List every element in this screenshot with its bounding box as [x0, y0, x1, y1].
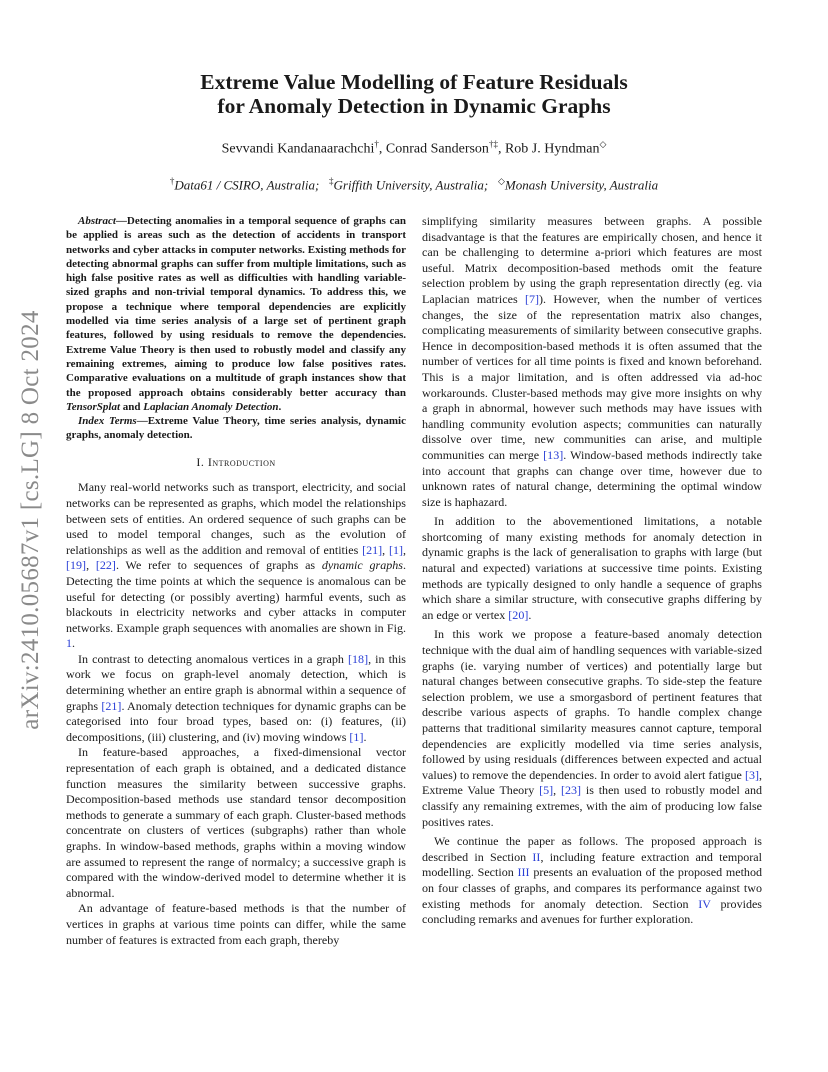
paper-title	[80, 70, 748, 118]
section-heading-introduction: I. Introduction	[196, 454, 276, 469]
method-name: Laplacian Anomaly Detection	[143, 400, 279, 413]
affiliation-mark: ◇	[497, 176, 505, 186]
citation-link[interactable]: [7]	[525, 291, 540, 306]
author-mark: †	[374, 139, 379, 149]
paragraph: In addition to the abovementioned limitations, a notable shortcoming of many existing methods for anomaly detection in dynamic graphs is the lack of generalisation to graphs with large (but natural and expected) variations at successive time points. Existing methods are typically designed to only handle a sequence of graphs which share a similar structure, with consecutive graphs differing by an edge or vertex [20].	[422, 514, 762, 622]
citation-link[interactable]: [1]	[388, 542, 403, 557]
paragraph: We continue the paper as follows. The proposed approach is described in Section II, including feature extraction and temporal modelling. Section III presents an evaluation of the proposed method on four classes of graphs, and compares its performance against two existing methods for anomaly detection. Section IV provides concluding remarks and avenues for further exploration.	[422, 834, 762, 927]
right-column	[422, 214, 762, 928]
citation-link[interactable]: [21]	[101, 698, 122, 713]
citation-link[interactable]: [18]	[348, 651, 369, 666]
title-line-1: Extreme Value Modelling of Feature Residuals	[200, 70, 628, 94]
paragraph: In contrast to detecting anomalous vertices in a graph [18], in this work we focus on graph-level anomaly detection, which is determining whether an entire graph is abnormal within a sequence of graphs [21]. Anomaly detection techniques for dynamic graphs can be categorised into four broad types, based on: (i) features, (ii) decompositions, (iii) clustering, and (iv) moving windows [1].	[66, 651, 406, 744]
paragraph: simplifying similarity measures between graphs. A possible disadvantage is that the features are empirically chosen, and hence it can be challenging to determine a-priori which features are most useful. Matrix decomposition-based methods omit the feature selection problem by using the graph representation directly (eg. via Laplacian matrices [7]). However, when the number of vertices changes, the size of the representation matrix also changes, complicating measurements of similarity between consecutive graphs. Hence in decomposition-based methods it is often assumed that the number of vertices for all time points is fixed and known beforehand. This is a major limitation, and is often addressed via ad-hoc workarounds. Cluster-based methods may give more insights on why a graph in abnormal, however such methods may have issues with handling community evolution aspects; communities can naturally dissolve over time, new communities can arise, and multiple communities can merge [13]. Window-based methods indirectly take into account that graphs can change over time, however due to unknown rates of natural change, determining the optimal window size is haphazard.	[422, 214, 762, 509]
section-link[interactable]: II	[532, 849, 541, 864]
author-list: Sevvandi Kandanaarachchi†, Conrad Sanderson†‡, Rob J. Hyndman◇	[221, 139, 607, 157]
citation-link[interactable]: [21]	[362, 542, 383, 557]
author-name: Conrad Sanderson	[385, 141, 489, 157]
affiliation: Data61 / CSIRO, Australia;	[174, 177, 320, 193]
figure-link[interactable]: 1	[66, 636, 73, 651]
citation-link[interactable]: [19]	[66, 558, 87, 573]
citation-link[interactable]: [20]	[508, 607, 529, 622]
citation-link[interactable]: [5]	[539, 783, 554, 798]
arxiv-identifier: arXiv:2410.05687v1 [cs.LG] 8 Oct 2024	[17, 310, 44, 730]
section-link[interactable]: III	[517, 865, 530, 880]
citation-link[interactable]: [1]	[349, 729, 364, 744]
affiliation-mark: †	[169, 176, 175, 186]
author-mark: ◇	[599, 139, 607, 149]
citation-link[interactable]: [3]	[744, 767, 759, 782]
paragraph: In this work we propose a feature-based anomaly detection technique with the dual aim of handling sequences with variable-sized graphs (ie. varying number of vertices) and potentially large but natural changes between consecutive graphs. To side-step the feature selection problem, we use a smorgasbord of pertinent features that describe various aspects of graphs. To handle complex change patterns that traditional similarity measures cannot capture, temporal dependencies are explicitly modelled via time series analysis, followed by using residuals (differences between expected and actual values) to remove the dependencies. In order to avoid alert fatigue [3], Extreme Value Theory [5], [23] is then used to robustly model and classify any remaining extremes, with the aim of producing low false positives rates.	[422, 627, 763, 829]
paragraph: Many real-world networks such as transport, electricity, and social networks can be represented as graphs, which model the relationships between sets of entities. An ordered sequence of such graphs can be used to model temporal changes, such as the evolution of relationships as well as the addition and removal of entities [21], [1], [19], [22]. We refer to sequences of graphs as dynamic graphs. Detecting the time points at which the sequence is anomalous can be useful for detecting (or possibly averting) harmful events, such as blackouts in electricity networks and cyber attacks in computer networks. Example graph sequences with anomalies are shown in Fig. 1.	[66, 480, 406, 651]
author-name: Rob J. Hyndman	[504, 141, 600, 157]
affiliation: Monash University, Australia	[504, 177, 659, 193]
paragraph: In feature-based approaches, a fixed-dimensional vector representation of each graph is obtained, and a dedicated distance function measures the similarity between successive graphs. Decomposition-based methods use standard tensor decomposition methods to generate a summary of each graph. Cluster-based methods concentrate on clusters of vertices (subgraphs) rather than whole graphs. In window-based methods, graphs within a moving window are assumed to represent the range of normalcy; a successive graph is compared with the window-derived model to determine whether it is abnormal.	[66, 745, 406, 900]
citation-link[interactable]: [13]	[543, 447, 564, 462]
arxiv-sidebar-stamp	[6, 300, 56, 740]
abstract: Abstract—Detecting anomalies in a temporal sequence of graphs can be applied is areas such as the detection of accidents in transport networks and cyber attacks in computer networks. Existing methods for detecting abnormal graphs can suffer from multiple limitations, such as high false positive rates as well as difficulties with handling variable-sized graphs and non-trivial temporal dynamics. To address this, we propose a technique where temporal dependencies are explicitly modelled via time series analysis of a large set of pertinent graph features, followed by using residuals to remove the dependencies. Extreme Value Theory is then used to robustly model and classify any remaining extremes, aiming to produce low false positives rates. Comparative evaluations on a multitude of graph instances show that the proposed approach obtains considerably better accuracy than TensorSplat and Laplacian Anomaly Detection.	[66, 215, 406, 413]
author-mark: †‡	[488, 139, 498, 149]
section-link[interactable]: IV	[698, 896, 711, 911]
method-name: TensorSplat	[66, 400, 121, 413]
author-name: Sevvandi Kandanaarachchi	[221, 141, 375, 157]
affiliations	[80, 176, 748, 193]
citation-link[interactable]: [23]	[560, 783, 582, 798]
abstract-label: Abstract	[78, 215, 116, 227]
index-terms-label: Index Terms	[78, 415, 137, 428]
paragraph: An advantage of feature-based methods is that the number of vertices in graphs at various time points can differ, while the same number of features is extracted from each graph, thereby	[66, 901, 406, 947]
citation-link[interactable]: [22]	[95, 558, 116, 573]
index-terms: Index Terms—Extreme Value Theory, time series analysis, dynamic graphs, anomaly detection.	[66, 415, 406, 442]
left-column	[66, 214, 406, 948]
affiliation: Griffith University, Australia;	[333, 177, 489, 193]
title-line-2: for Anomaly Detection in Dynamic Graphs	[217, 94, 611, 118]
affiliation-mark: ‡	[329, 176, 334, 186]
